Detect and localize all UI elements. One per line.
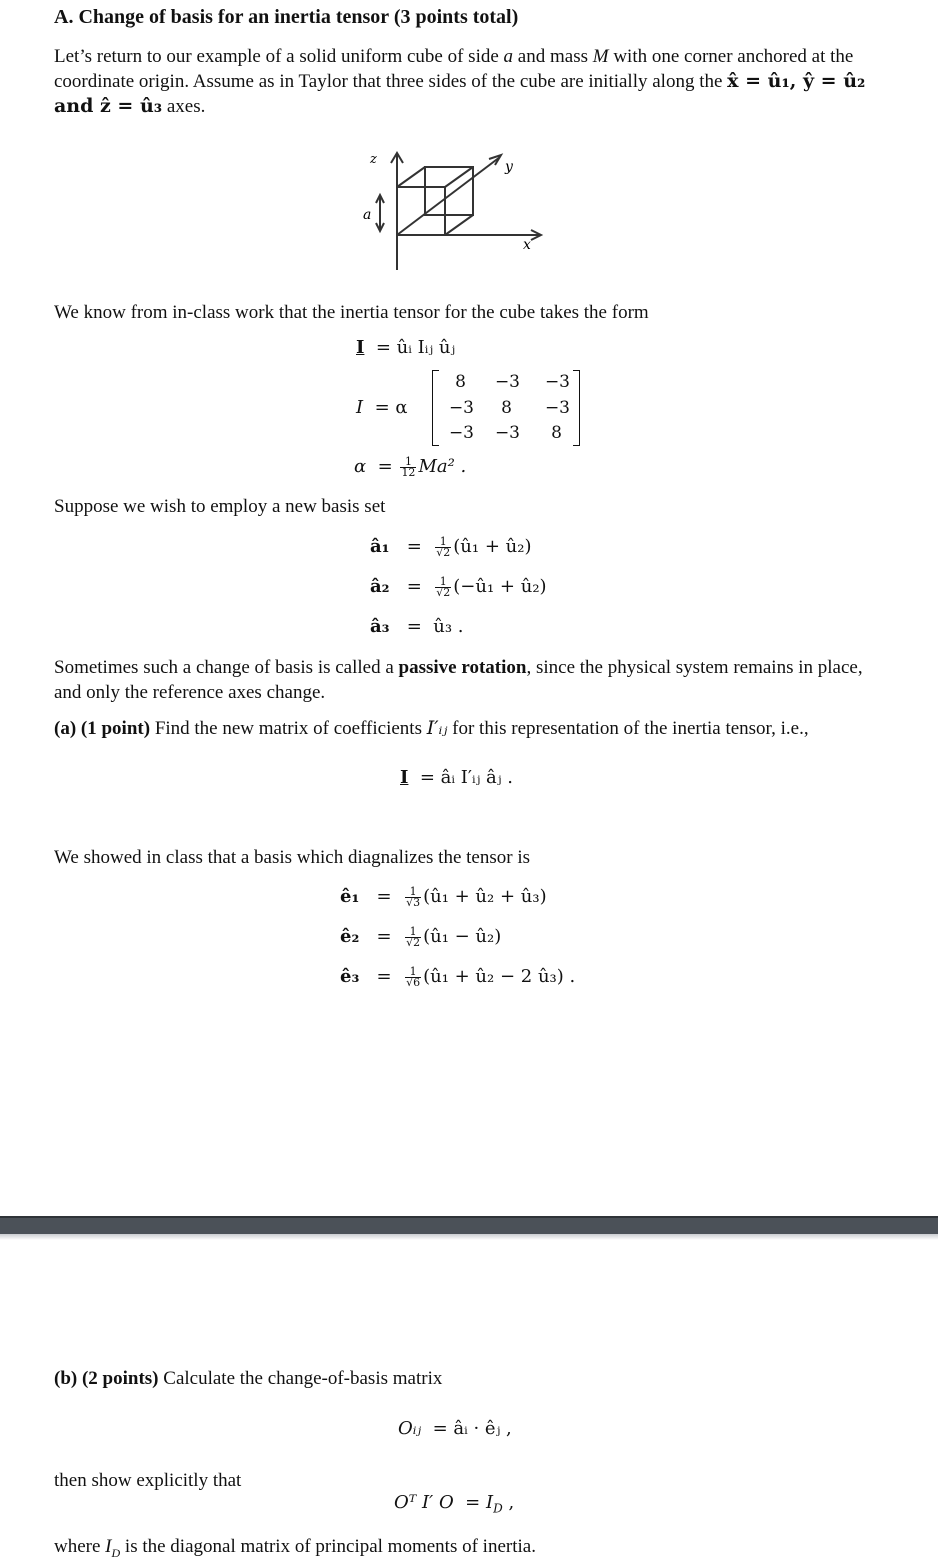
basis-e1-equation: ê₁ = $\frac{1}{√3}$ (û₁ + û₂ + û₃): [340, 884, 547, 909]
label-a: a: [363, 207, 372, 223]
where-text: where $I_D$ is the diagonal matrix of principal moments of inertia.: [54, 1536, 536, 1560]
alpha-equation: α = $\frac{1}{12}$ Ma² .: [354, 454, 467, 479]
matrix-cell: −3: [544, 398, 570, 418]
part-a-equation: I = âᵢ I′ᵢⱼ âⱼ .: [400, 767, 513, 788]
part-b-question: (b) (2 points) Calculate the change-of-basis matrix: [54, 1368, 443, 1389]
inertia-matrix: [432, 370, 580, 446]
matrix-cell: 8: [501, 398, 512, 418]
basis-e3-equation: ê₃ = $\frac{1}{√6}$ (û₁ + û₂ − 2 û₃) .: [340, 964, 576, 989]
matrix-right-bracket: [573, 370, 580, 446]
part-a-question: (a) (1 point) Find the new matrix of coefficients I′ᵢⱼ for this representation of the inertia tensor, i.e.,: [54, 717, 809, 739]
basis-a2-equation: â₂ = $\frac{1}{√2}$ (−û₁ + û₂): [370, 574, 547, 599]
basis-a1-equation: â₁ = $\frac{1}{√2}$ (û₁ + û₂): [370, 534, 532, 559]
tensor-equation: I = ûᵢ Iᵢⱼ ûⱼ: [356, 337, 456, 358]
cube-front-face: [397, 187, 445, 235]
matrix-cell: −3: [448, 398, 474, 418]
matrix-cell: 8: [455, 372, 466, 392]
label-x: x: [523, 237, 531, 253]
basis-e2-equation: ê₂ = $\frac{1}{√2}$ (û₁ − û₂): [340, 924, 502, 949]
matrix-cell: 8: [551, 423, 562, 443]
passive-rotation-paragraph: Sometimes such a change of basis is called a passive rotation, since the physical system remains in place, and only the reference axes change.: [54, 657, 863, 703]
intro-paragraph: Let’s return to our example of a solid uniform cube of side a and mass M with one corner anchored at the coordinate origin. Assume as in Taylor that three sides of the cube are initially along the x̂ = û₁, ŷ = û₂ and ẑ = û₃ axes.: [54, 46, 866, 117]
y-axis-line: [397, 157, 500, 235]
cube-figure: [355, 145, 555, 275]
diagonalization-equation: Oᵀ I′ $O = I_D$ ,: [394, 1492, 515, 1516]
matrix-cell: −3: [494, 372, 520, 392]
page-divider-shadow: [0, 1234, 938, 1240]
section-heading: A. Change of basis for an inertia tensor (3 points total): [54, 6, 519, 28]
change-of-basis-equation: Oᵢⱼ = âᵢ · êⱼ ,: [398, 1418, 512, 1439]
then-show-text: then show explicitly that: [54, 1470, 242, 1491]
matrix-cell: −3: [448, 423, 474, 443]
matrix-equation-lhs: I = α: [356, 397, 408, 418]
diag-basis-intro: We showed in class that a basis which diagnalizes the tensor is: [54, 847, 530, 868]
matrix-cell: −3: [544, 372, 570, 392]
new-basis-intro: Suppose we wish to employ a new basis set: [54, 496, 386, 517]
label-z: z: [370, 152, 377, 167]
page-divider: [0, 1216, 938, 1236]
matrix-cell: −3: [494, 423, 520, 443]
label-y: y: [505, 159, 513, 175]
basis-a3-equation: â₃ = û₃ .: [370, 616, 464, 637]
inertia-intro: We know from in-class work that the inertia tensor for the cube takes the form: [54, 302, 649, 323]
